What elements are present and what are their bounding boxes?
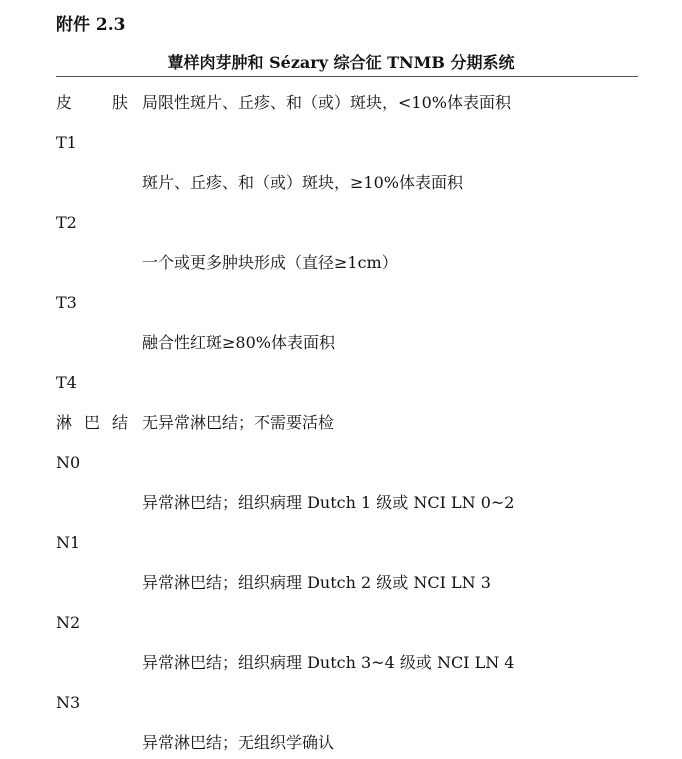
stage-label: N2: [56, 613, 81, 632]
stage-description: 异常淋巴结；组织病理 Dutch 3~4 级或 NCI LN 4: [142, 653, 515, 672]
category-skin: [56, 93, 128, 113]
stage-label: N3: [56, 693, 81, 712]
stage-description: 一个或更多肿块形成（直径≥1cm）: [142, 253, 398, 272]
appendix-label: 附件 2.3: [56, 15, 126, 35]
stage-label: T3: [56, 293, 77, 312]
category-char: 皮: [56, 93, 73, 112]
stage-label: N1: [56, 533, 81, 552]
stage-description: 斑片、丘疹、和（或）斑块，≥10%体表面积: [142, 173, 463, 192]
stage-label: T4: [56, 373, 77, 392]
category-char: 肤: [111, 93, 128, 112]
category-char: 结: [111, 413, 128, 432]
category-char: 巴: [83, 413, 100, 432]
stage-description: 局限性斑片、丘疹、和（或）斑块，<10%体表面积: [142, 93, 511, 112]
category-char: 淋: [56, 413, 73, 432]
document-title: 蕈样肉芽肿和 Sézary 综合征 TNMB 分期系统: [167, 53, 515, 72]
stage-description: 无异常淋巴结；不需要活检: [142, 413, 335, 432]
title-rule: [56, 76, 638, 77]
stage-description: 异常淋巴结；无组织学确认: [142, 733, 335, 752]
category-lymph-node: [56, 413, 128, 433]
stage-description: 异常淋巴结；组织病理 Dutch 2 级或 NCI LN 3: [142, 573, 491, 592]
stage-label: T1: [56, 133, 77, 152]
stage-description: 融合性红斑≥80%体表面积: [142, 333, 335, 352]
stage-label: N0: [56, 453, 81, 472]
stage-label: T2: [56, 213, 77, 232]
stage-description: 异常淋巴结；组织病理 Dutch 1 级或 NCI LN 0~2: [142, 493, 515, 512]
